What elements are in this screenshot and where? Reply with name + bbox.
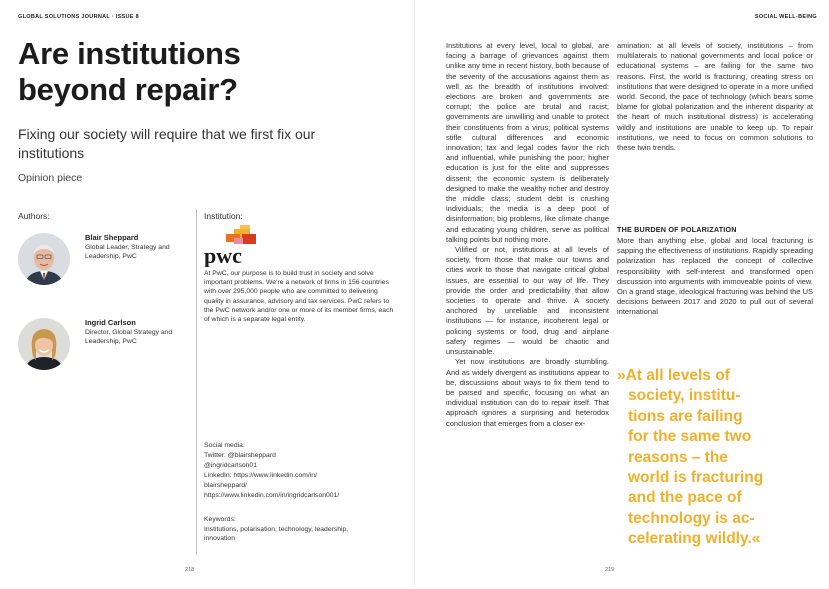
section-heading: THE BURDEN OF POLARIZATION	[617, 225, 737, 234]
running-head-left: GLOBAL SOLUTIONS JOURNAL · ISSUE 8	[18, 14, 139, 20]
body-paragraph: amination: at all levels of society, institutions – from multilaterals to national governments and local police or educational systems – are failing for the same two reasons. First, the world is fracturing, creating stress on institutions that were designed to operate in a more unified world. Second, the pace of technology (which bears some blame for global polarization and the inherent disparity at the heart of much institutional distress) is accelerating wildly and institutions are unable to keep up. To repair institutions, we need to focus on common solutions to these twin trends.	[617, 41, 813, 153]
body-column-2	[617, 41, 813, 153]
author-photo-blair	[18, 233, 70, 285]
social-twitter-blair: Twitter: @blairsheppard	[204, 452, 276, 459]
page-gutter	[414, 0, 415, 589]
pull-quote-line: society, institu-	[628, 387, 741, 405]
pull-quote-line: technology is ac-	[628, 509, 755, 527]
article-title: Are institutions beyond repair?	[18, 36, 241, 107]
pull-quote-line: »At all levels of	[617, 367, 730, 384]
pull-quote-line: world is fracturing	[628, 469, 764, 487]
social-media-label: Social media:	[204, 442, 245, 449]
body-paragraph: More than anything else, global and local fracturing is sapping the effectiveness of institutions. Rapidly spreading polarization has replaced the concept of collective responsibility with self-interest and transformed open discussion into arguments with immoveable points of view. On a grand stage, ideological fracturing was behind the US decisions between 2017 and 2020 to pull out of several international	[617, 236, 813, 317]
article-subtitle: Fixing our society will require that we first fix our institutions	[18, 126, 316, 161]
author-role-ingrid: Director, Global Strategy and Leadership, PwC	[85, 329, 173, 345]
pull-quote-line: reasons – the	[628, 448, 728, 466]
social-linkedin-ingrid: https://www.linkedin.com/in/ingridcarlson001/	[204, 492, 340, 499]
social-twitter-ingrid: @ingridcarlson01	[204, 462, 257, 469]
author-photo-ingrid	[18, 318, 70, 370]
author-name-blair: Blair Sheppard	[85, 233, 139, 242]
pull-quote-line: and the pace of	[628, 489, 742, 507]
column-divider	[196, 209, 197, 555]
pwc-logo	[204, 223, 264, 267]
keywords-label: Keywords:	[204, 516, 236, 523]
body-paragraph: Yet now institutions are broadly stumbling. And as widely divergent as institutions appear to be, discussions about ways to fix them tend to be parsed and specific, focusing on what an individual institution can do to repair itself. That approach ignores a surprising and heterodox conclusion that emerges from a closer ex-	[446, 357, 609, 428]
pull-quote	[617, 366, 817, 550]
institution-label: Institution:	[204, 211, 243, 221]
authors-label: Authors:	[18, 211, 50, 221]
author-name-ingrid: Ingrid Carlson	[85, 318, 136, 327]
article-kicker: Opinion piece	[18, 172, 83, 184]
body-paragraph: Vilified or not, institutions at all levels of society, from those that make our towns and cities work to those that navigate critical global issues, are essential to our way of life. They provide the order and predictability that allow societies to operate and thrive. A society anchored by unreliable and inconsistent institutions — for instance, incoherent legal or policing systems or food, drug and airplane safety regimes — would be chaotic and unsustainable.	[446, 245, 609, 357]
body-paragraph: Institutions at every level, local to global, are facing a barrage of grievances against them unlike any time in recent history, both because of the severity of the accusations against them as well as the breadth of institutions involved: elections are broken and governments are corrupt; the police are brutal and racist; governments are unwilling and unable to protect their constituents from a virus; political systems stifle cultural differences and economic innovation; tax and legal codes favor the rich and influential, while punishing the poor; higher education is just for the elite and suppresses dissent; the economic system is deliberately designed to make the wealthy richer and destroy the middle class; student debt is crushing individuals; the media is a deep pool of disinformation; big problems, like climate change and educating young children, serve as political talking points but nothing more.	[446, 41, 609, 244]
pull-quote-line: for the same two	[628, 428, 752, 446]
pull-quote-line: celerating wildly.«	[628, 530, 761, 548]
keywords-text: Institutions, polarisation, technology, leadership, innovation	[204, 526, 349, 543]
body-column-1	[446, 41, 609, 429]
running-head-right: SOCIAL WELL-BEING	[754, 14, 817, 20]
page-number-right: 219	[605, 567, 615, 573]
pwc-logo-text: pwc	[204, 243, 242, 267]
pull-quote-line: tions are failing	[628, 407, 743, 425]
institution-description: At PwC, our purpose is to build trust in society and solve important problems. We’re a network of firms in 156 countries with over 295,000 people who are committed to delivering quality in assurance, advisory and tax services. PwC refers to the PwC network and/or one or more of its member firms, each of which is a separate legal entity.	[204, 270, 394, 324]
page-number-left: 218	[185, 567, 195, 573]
author-role-blair: Global Leader, Strategy and Leadership, PwC	[85, 244, 170, 260]
body-column-2-continued	[617, 236, 813, 318]
social-linkedin-line1: LinkedIn: https://www.linkedin.com/in/	[204, 472, 317, 479]
social-linkedin-line2: blairsheppard/	[204, 482, 248, 489]
